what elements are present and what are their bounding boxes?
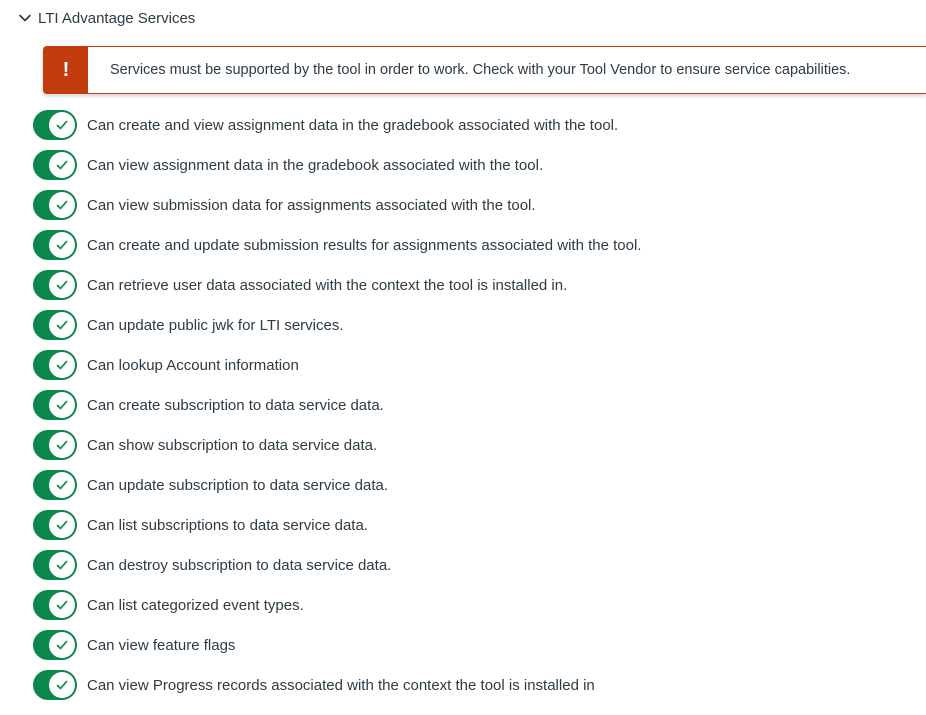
service-row bbox=[33, 265, 641, 305]
service-toggle[interactable] bbox=[33, 190, 77, 220]
service-toggle[interactable] bbox=[33, 110, 77, 140]
service-label: Can retrieve user data associated with the context the tool is installed in. bbox=[87, 276, 568, 294]
service-label: Can create and update submission results for assignments associated with the tool. bbox=[87, 236, 642, 254]
service-toggle[interactable] bbox=[33, 270, 77, 300]
service-toggle[interactable] bbox=[33, 310, 77, 340]
service-toggle[interactable] bbox=[33, 230, 77, 260]
service-label: Can view assignment data in the gradebook associated with the tool. bbox=[87, 156, 544, 174]
service-row bbox=[33, 185, 641, 225]
service-row bbox=[33, 545, 641, 585]
service-label: Can show subscription to data service data. bbox=[87, 436, 378, 454]
service-toggle[interactable] bbox=[33, 150, 77, 180]
check-icon bbox=[49, 392, 75, 418]
service-label: Can update subscription to data service data. bbox=[87, 476, 389, 494]
check-icon bbox=[49, 552, 75, 578]
service-row bbox=[33, 585, 641, 625]
service-row bbox=[33, 345, 641, 385]
service-row bbox=[33, 505, 641, 545]
service-toggle[interactable] bbox=[33, 510, 77, 540]
service-label: Can update public jwk for LTI services. bbox=[87, 316, 344, 334]
service-toggle[interactable] bbox=[33, 550, 77, 580]
service-row bbox=[33, 465, 641, 505]
service-row bbox=[33, 105, 641, 145]
check-icon bbox=[49, 632, 75, 658]
service-label: Can view feature flags bbox=[87, 636, 236, 654]
service-toggle[interactable] bbox=[33, 470, 77, 500]
warning-alert bbox=[43, 46, 926, 94]
service-label: Can list categorized event types. bbox=[87, 596, 304, 614]
section-toggle[interactable] bbox=[18, 8, 195, 28]
check-icon bbox=[49, 672, 75, 698]
service-row bbox=[33, 665, 641, 705]
alert-message: Services must be supported by the tool in order to work. Check with your Tool Vendor to ensure service capabilities. bbox=[110, 62, 851, 78]
service-toggle[interactable] bbox=[33, 590, 77, 620]
service-row bbox=[33, 225, 641, 265]
service-toggle[interactable] bbox=[33, 350, 77, 380]
check-icon bbox=[49, 592, 75, 618]
service-row bbox=[33, 385, 641, 425]
service-toggle[interactable] bbox=[33, 670, 77, 700]
check-icon bbox=[49, 472, 75, 498]
check-icon bbox=[49, 512, 75, 538]
service-label: Can create and view assignment data in the gradebook associated with the tool. bbox=[87, 116, 619, 134]
check-icon bbox=[49, 192, 75, 218]
service-row bbox=[33, 145, 641, 185]
service-label: Can destroy subscription to data service data. bbox=[87, 556, 392, 574]
service-label: Can view Progress records associated with the context the tool is installed in bbox=[87, 676, 595, 694]
check-icon bbox=[49, 352, 75, 378]
check-icon bbox=[49, 272, 75, 298]
service-toggle[interactable] bbox=[33, 390, 77, 420]
service-row bbox=[33, 425, 641, 465]
check-icon bbox=[49, 112, 75, 138]
service-label: Can list subscriptions to data service data. bbox=[87, 516, 368, 534]
service-label: Can create subscription to data service data. bbox=[87, 396, 384, 414]
services-list bbox=[33, 105, 641, 705]
service-row bbox=[33, 625, 641, 665]
chevron-down-icon bbox=[18, 11, 32, 25]
service-toggle[interactable] bbox=[33, 430, 77, 460]
exclamation-icon: ! bbox=[44, 47, 88, 93]
service-toggle[interactable] bbox=[33, 630, 77, 660]
service-label: Can view submission data for assignments associated with the tool. bbox=[87, 196, 536, 214]
check-icon bbox=[49, 232, 75, 258]
check-icon bbox=[49, 152, 75, 178]
check-icon bbox=[49, 312, 75, 338]
service-row bbox=[33, 305, 641, 345]
check-icon bbox=[49, 432, 75, 458]
section-title: LTI Advantage Services bbox=[38, 9, 196, 27]
service-label: Can lookup Account information bbox=[87, 356, 299, 374]
